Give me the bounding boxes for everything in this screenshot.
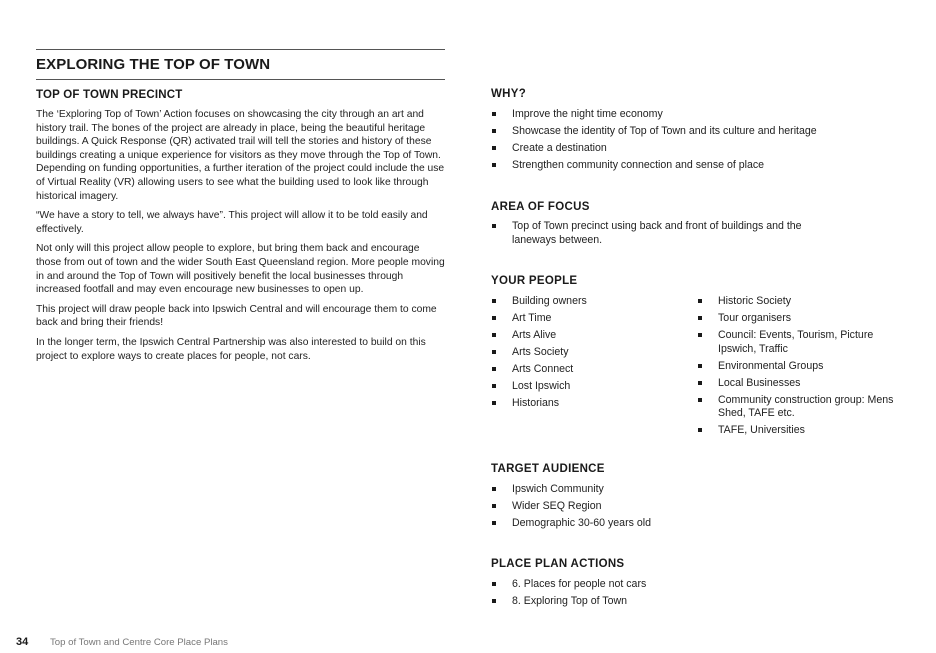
target-audience-list	[491, 483, 911, 534]
list-item: Historians	[491, 397, 691, 411]
why-heading: WHY?	[491, 88, 527, 100]
body-paragraph: This project will draw people back into Ipswich Central and will encourage them to come back and bring their friends!	[36, 303, 437, 329]
list-item: Arts Alive	[491, 329, 691, 343]
place-plan-actions-list	[491, 578, 911, 612]
list-item: Historic Society	[697, 295, 897, 309]
title-top-rule	[36, 49, 445, 50]
list-item: Council: Events, Tourism, Picture Ipswich, Traffic	[697, 329, 897, 356]
list-item: Community construction group: Mens Shed, TAFE etc.	[697, 394, 897, 421]
list-item: Local Businesses	[697, 377, 897, 391]
people-list-col1	[491, 295, 691, 414]
place-plan-actions-heading: PLACE PLAN ACTIONS	[491, 558, 625, 570]
list-item: Improve the night time economy	[491, 108, 911, 122]
footer-document-title: Top of Town and Centre Core Place Plans	[50, 637, 228, 648]
list-item: Create a destination	[491, 142, 911, 156]
page-number: 34	[16, 636, 29, 648]
body-paragraph: “We have a story to tell, we always have”. This project will allow it to be told easily and effectively.	[36, 210, 428, 235]
why-list	[491, 108, 911, 176]
list-item: 8. Exploring Top of Town	[491, 595, 911, 609]
list-item: Art Time	[491, 312, 691, 326]
body-paragraph: In the longer term, the Ipswich Central Partnership was also interested to build on this project to explore ways to create places for people, not cars.	[36, 336, 426, 362]
list-item: Ipswich Community	[491, 483, 911, 497]
title-bottom-rule	[36, 79, 445, 80]
list-item: Wider SEQ Region	[491, 500, 911, 514]
list-item: Strengthen community connection and sense of place	[491, 159, 911, 173]
list-item: Showcase the identity of Top of Town and its culture and heritage	[491, 125, 911, 139]
list-item: Building owners	[491, 295, 691, 309]
list-item: Demographic 30-60 years old	[491, 517, 911, 531]
target-audience-heading: TARGET AUDIENCE	[491, 463, 605, 475]
list-item: Lost Ipswich	[491, 380, 691, 394]
list-item: Arts Connect	[491, 363, 691, 377]
area-of-focus-list	[491, 220, 836, 251]
list-item: TAFE, Universities	[697, 424, 897, 438]
list-item: Environmental Groups	[697, 360, 897, 374]
precinct-heading: TOP OF TOWN PRECINCT	[36, 89, 183, 101]
list-item: Arts Society	[491, 346, 691, 360]
body-paragraph: The ‘Exploring Top of Town’ Action focuses on showcasing the city through an art and history trail. The bones of the project are already in place, being the beautiful heritage buildings. A Quick Response (QR) activated trail will tell the stories and history of these buildings creating a unique experience for visitors as they move through the Top of Town. Depending on funding opportunities, a further iteration of the project could include the use of Virtual Reality (VR) allowing users to see what the building used to look like through historical imagery.	[36, 109, 445, 202]
precinct-section	[36, 89, 446, 369]
list-item: 6. Places for people not cars	[491, 578, 911, 592]
body-paragraph: Not only will this project allow people to explore, but bring them back and encourage those from out of town and the wider South East Queensland region. More people moving in and around the Top of Town will positively benefit the local businesses through increased footfall and may even encourage new businesses to open up.	[36, 243, 445, 296]
page-title: EXPLORING THE TOP OF TOWN	[36, 56, 271, 73]
area-of-focus-heading: AREA OF FOCUS	[491, 201, 590, 213]
list-item: Top of Town precinct using back and front of buildings and the laneways between.	[491, 220, 836, 247]
your-people-heading: YOUR PEOPLE	[491, 275, 578, 287]
people-list-col2	[697, 295, 897, 441]
list-item: Tour organisers	[697, 312, 897, 326]
